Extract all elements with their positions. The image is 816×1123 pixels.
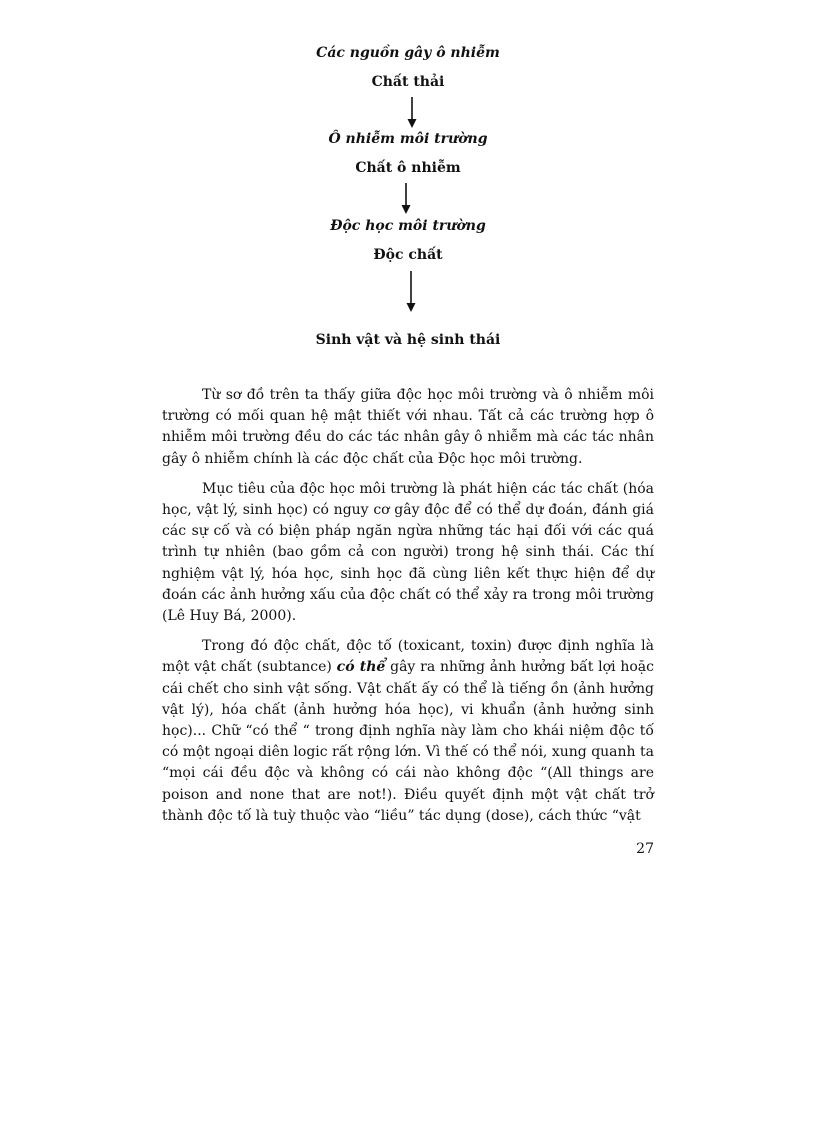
diagram-pollutant-label: Chất ô nhiễm: [355, 160, 461, 176]
diagram-sources-heading: Các nguồn gây ô nhiễm: [316, 45, 500, 61]
diagram-arrow-down-icon: [400, 183, 412, 215]
paragraph: Mục tiêu của độc học môi trường là phát hiện các tác chất (hóa học, vật lý, sinh học) có nguy cơ gây độc để có thể dự đoán, đánh giá các sự cố và có biện pháp ngăn ngừa những tác hại đối với các quá trình tự nhiên (bao gồm cả con người) trong hệ sinh thái. Các thí nghiệm vật lý, hóa học, sinh học đã cùng liên kết thực hiện để dự đoán các ảnh hưởng xấu của độc chất có thể xảy ra trong môi trường (Lê Huy Bá, 2000).: [162, 480, 654, 625]
paragraph-text: Trong đó độc chất, độc tố (toxicant, toxin) được định nghĩa là một vật chất (subtance): [162, 638, 654, 676]
diagram-arrow-down-icon: [406, 97, 418, 129]
diagram-toxicology-heading: Độc học môi trường: [330, 218, 486, 234]
page-number: 27: [636, 841, 654, 857]
body-text: [162, 385, 654, 836]
diagram-arrow-down-icon: [405, 271, 417, 313]
paragraph-text: gây ra những ảnh hưởng bất lợi hoặc cái chết cho sinh vật sống. Vật chất ấy có thể là tiếng ồn (ảnh hưởng vật lý), hóa chất (ảnh hưởng hóa học), vi khuẩn (ảnh hưởng sinh học)... Chữ “có thể “ trong định nghĩa này làm cho khái niệm độc tố có một ngoại diên logic rất rộng lớn. Vì thế có thể nói, xung quanh ta “mọi cái đều độc và không có cái nào không độc “(All things are poison and none that are not!). Điều quyết định một vật chất trở thành độc tố là tuỳ thuộc vào “liều” tác dụng (dose), cách thức “vật: [162, 659, 654, 824]
paragraph: Từ sơ đồ trên ta thấy giữa độc học môi trường và ô nhiễm môi trường có mối quan hệ mật thiết với nhau. Tất cả các trường hợp ô nhiễm môi trường đều do các tác nhân gây ô nhiễm mà các tác nhân gây ô nhiễm chính là các độc chất của Độc học môi trường.: [162, 387, 654, 467]
paragraph: [162, 636, 654, 827]
diagram-pollution-heading: Ô nhiễm môi trường: [328, 131, 488, 147]
diagram-toxicant-label: Độc chất: [373, 247, 443, 263]
emphasis-text: có thể: [336, 659, 386, 676]
diagram-waste-label: Chất thải: [371, 74, 445, 90]
diagram-organisms-label: Sinh vật và hệ sinh thái: [315, 332, 501, 348]
